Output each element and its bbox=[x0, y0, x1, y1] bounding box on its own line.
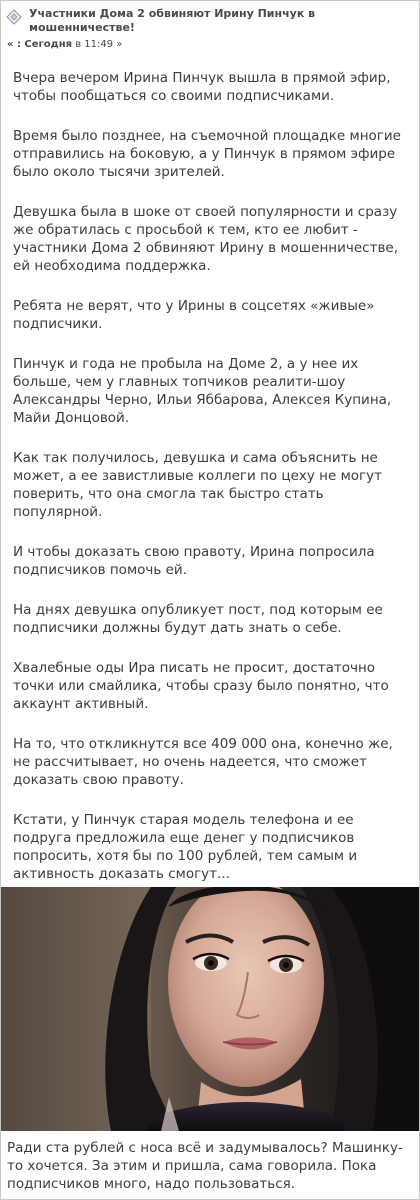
paragraph: На днях девушка опубликует пост, под которым ее подписчики должны будут дать знать о себе. bbox=[13, 602, 383, 636]
paragraph: Как так получилось, девушка и сама объяснить не может, а ее завистливые коллеги по цеху не могут поверить, что она смогла так быстро стать популярной. bbox=[13, 450, 382, 520]
document-icon bbox=[6, 9, 22, 25]
paragraph: Время было позднее, на съемочной площадке многие отправились на боковую, а у Пинчук в прямом эфире было около тысячи зрителей. bbox=[13, 128, 401, 180]
article-title[interactable]: Участники Дома 2 обвиняют Ирину Пинчук в мошенничестве! bbox=[29, 7, 316, 34]
post-date: Сегодня bbox=[24, 39, 73, 50]
post-time: в 11:49 » bbox=[72, 39, 123, 50]
paragraph: Кстати, у Пинчук старая модель телефона и ее подруга предложила еще денег у подписчиков попросить, хотя бы по 100 рублей, тем самым и активность доказать смогут... bbox=[13, 812, 358, 882]
paragraph: Пинчук и года не пробыла на Доме 2, а у нее их больше, чем у главных топчиков реалити-шоу Александры Черно, Ильи Яббарова, Алексея Купина, Майи Донцовой. bbox=[13, 356, 392, 426]
photo-caption: Ради ста рублей с носа всё и задумывалось? Машинку-то хочется. За этим и пришла, сама говорила. Пока подписчиков много, надо пользоваться. bbox=[7, 1140, 403, 1192]
paragraph: И чтобы доказать свою правоту, Ирина попросила подписчиков помочь ей. bbox=[13, 544, 375, 578]
article-header bbox=[1, 1, 419, 55]
paragraph: Девушка была в шоке от своей популярности и сразу же обратилась с просьбой к тем, кто ее любит - участники Дома 2 обвиняют Ирину в мошенничестве, ей необходима поддержка. bbox=[13, 204, 399, 274]
article-body bbox=[1, 55, 419, 959]
paragraph: Хвалебные оды Ира писать не просит, достаточно точки или смайлика, чтобы сразу было понятно, что аккаунт активный. bbox=[13, 660, 389, 712]
paragraph: Ребята не верят, что у Ирины в соцсетях «живые» подписчики. bbox=[13, 298, 375, 332]
paragraph: На то, что откликнутся все 409 000 она, конечно же, не рассчитывает, но очень надеется, что сможет доказать свою правоту. bbox=[13, 736, 393, 788]
post-meta bbox=[7, 39, 122, 51]
article-photo bbox=[1, 887, 419, 1131]
meta-prefix: « : bbox=[7, 39, 25, 50]
portrait-image bbox=[1, 887, 419, 1131]
paragraph: Вчера вечером Ирина Пинчук вышла в прямой эфир, чтобы пообщаться со своими подписчиками. bbox=[13, 70, 391, 104]
